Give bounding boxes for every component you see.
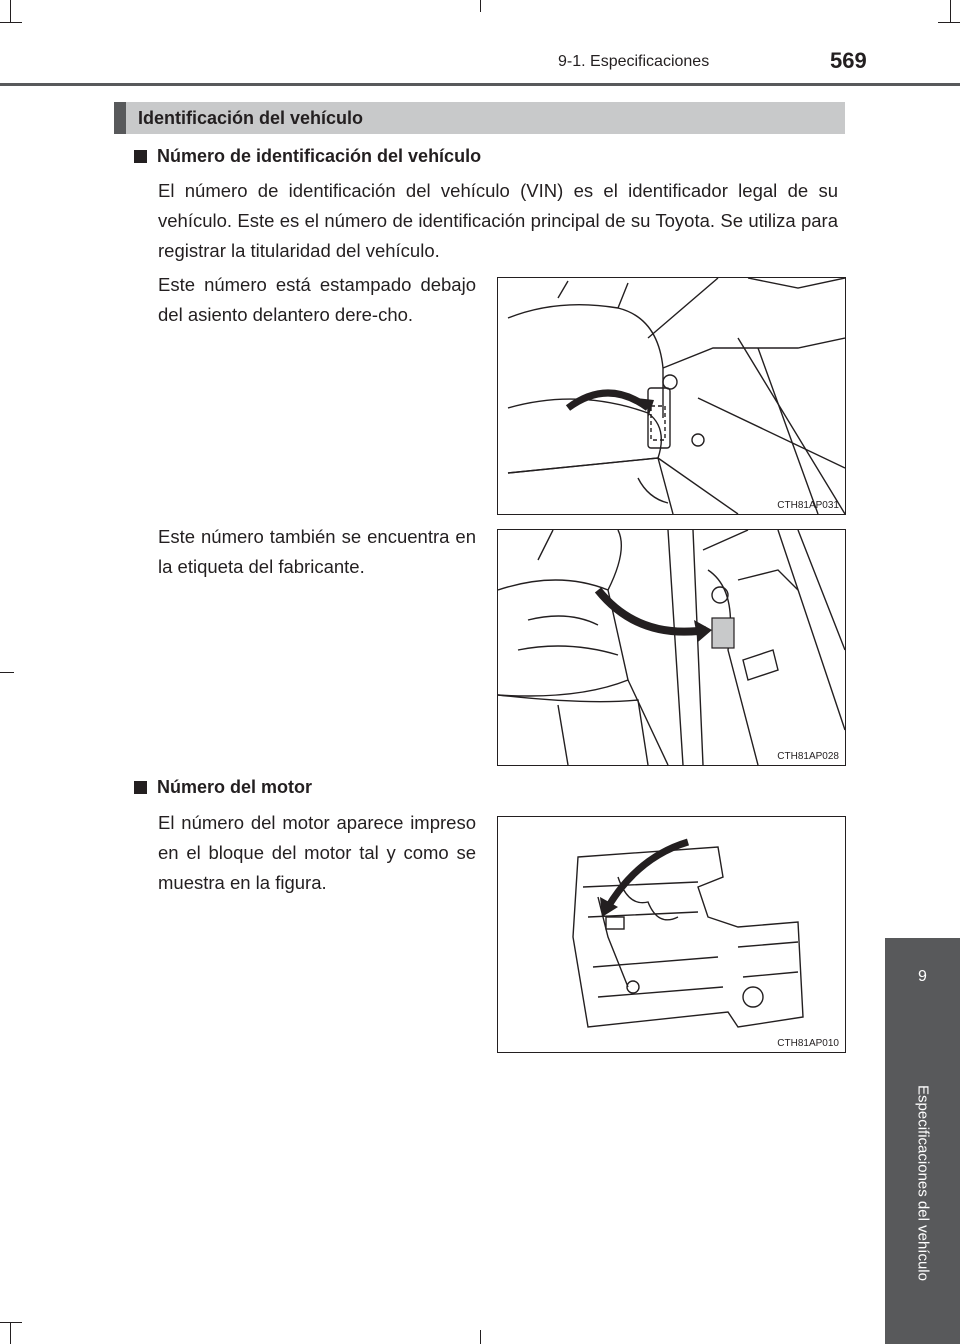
door-pillar-label-illustration xyxy=(498,530,845,765)
vin-heading: Número de identificación del vehículo xyxy=(134,146,481,167)
engine-heading: Número del motor xyxy=(134,777,312,798)
crop-mark xyxy=(950,0,951,22)
chapter-tab-label: Especificaciones del vehículo xyxy=(914,1085,931,1281)
chapter-tab-number: 9 xyxy=(918,968,927,985)
seat-vin-illustration xyxy=(498,278,845,514)
section-heading-bar xyxy=(114,102,126,134)
figure-vin-under-seat xyxy=(497,277,846,515)
page-number: 569 xyxy=(830,48,867,73)
vin-seat-location-text: Este número está estampado debajo del asiento delantero dere-cho. xyxy=(158,274,476,325)
crop-mark xyxy=(10,0,11,22)
vin-intro-text: El número de identificación del vehículo (VIN) es el identificador legal de su vehículo. Este es el número de identificación principal de su Toyota. Se utiliza para registrar la titularidad del vehículo. xyxy=(158,180,838,261)
crop-mark xyxy=(0,1322,22,1323)
figure-code: CTH81AP028 xyxy=(777,751,839,762)
figure-code: CTH81AP010 xyxy=(777,1038,839,1049)
square-bullet-icon xyxy=(134,150,147,163)
crop-mark xyxy=(480,1330,481,1344)
section-title: Identificación del vehículo xyxy=(138,108,364,128)
crop-mark xyxy=(10,1322,11,1344)
engine-text: El número del motor aparece impreso en el bloque del motor tal y como se muestra en la figura. xyxy=(158,812,476,893)
engine-block-illustration xyxy=(498,817,845,1052)
section-heading xyxy=(114,102,845,134)
header-rule xyxy=(0,83,960,86)
crop-mark xyxy=(938,22,960,23)
vin-label-location-text: Este número también se encuentra en la etiqueta del fabricante. xyxy=(158,526,476,577)
crop-mark xyxy=(0,672,14,673)
figure-engine-number xyxy=(497,816,846,1053)
figure-vin-label xyxy=(497,529,846,766)
running-header-section: 9-1. Especificaciones xyxy=(558,53,710,70)
crop-mark xyxy=(0,22,22,23)
chapter-tab xyxy=(885,938,960,1344)
square-bullet-icon xyxy=(134,781,147,794)
crop-mark xyxy=(480,0,481,12)
figure-code: CTH81AP031 xyxy=(777,500,839,511)
